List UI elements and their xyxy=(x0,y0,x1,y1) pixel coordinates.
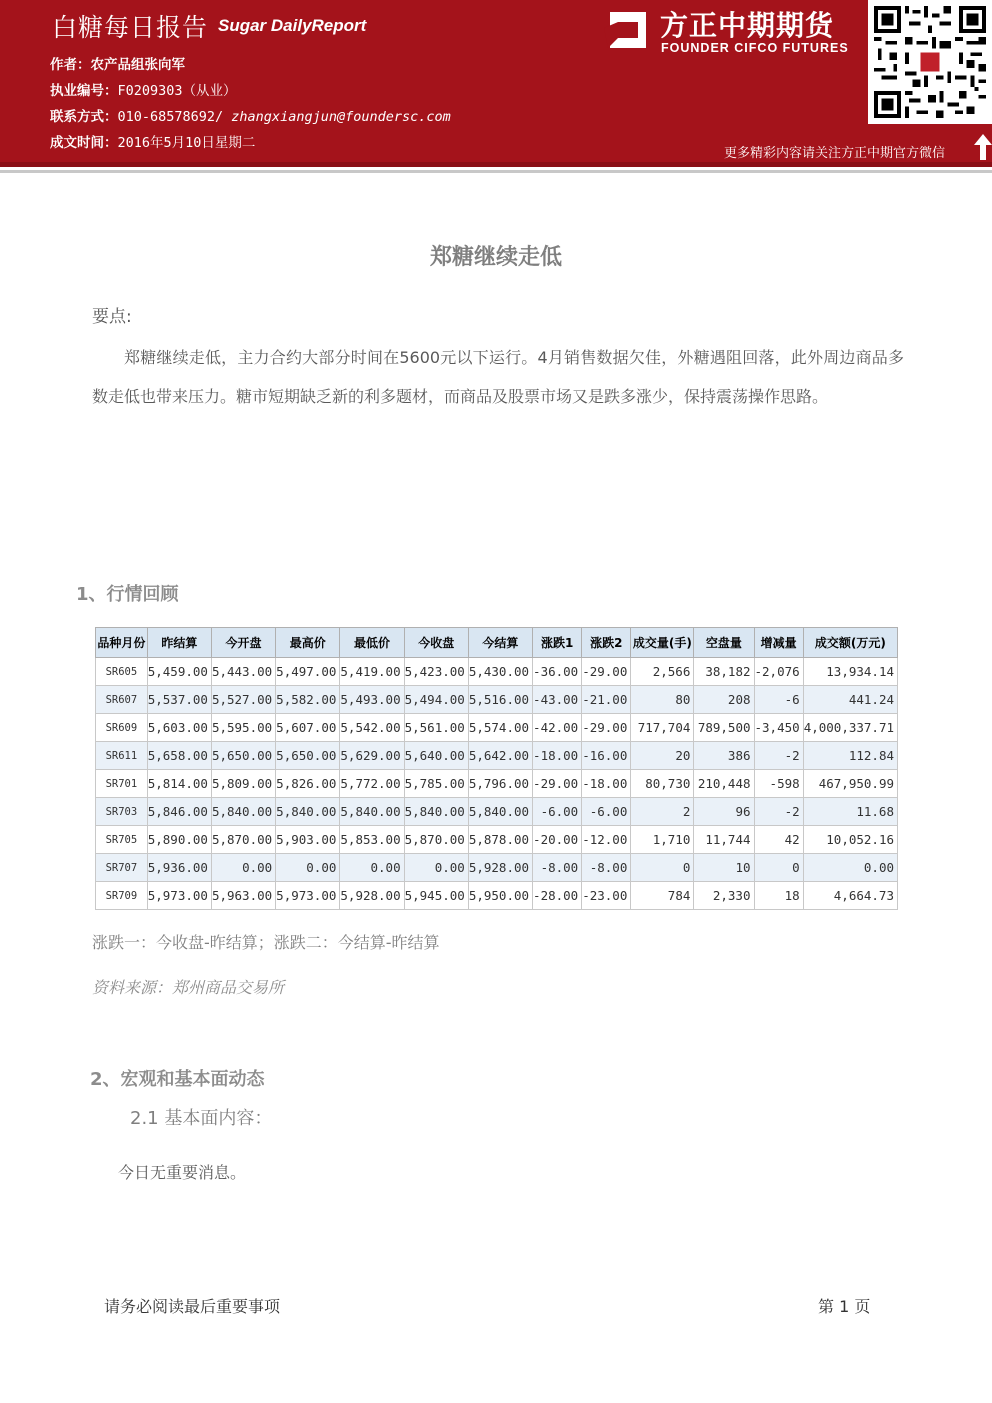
table-cell: 0.00 xyxy=(211,854,275,882)
contact-line xyxy=(50,105,451,125)
table-cell: 5,493.00 xyxy=(340,686,404,714)
table-cell: 5,903.00 xyxy=(276,826,340,854)
report-title-cn: 白糖每日报告 xyxy=(52,13,209,42)
table-cell: 5,840.00 xyxy=(211,798,275,826)
contract-code-cell: SR609 xyxy=(96,714,148,742)
table-header-cell: 品种月份 xyxy=(96,628,148,658)
subsection-fundamentals-title: 2.1 基本面内容： xyxy=(130,1108,273,1129)
table-cell: 5,561.00 xyxy=(404,714,468,742)
table-header-cell: 昨结算 xyxy=(147,628,211,658)
table-header-cell: 空盘量 xyxy=(694,628,754,658)
contract-code-cell: SR703 xyxy=(96,798,148,826)
table-row xyxy=(96,686,898,714)
table-row xyxy=(96,826,898,854)
table-cell: 0.00 xyxy=(803,854,897,882)
table-cell: 5,497.00 xyxy=(276,658,340,686)
table-cell: 96 xyxy=(694,798,754,826)
table-cell: 467,950.99 xyxy=(803,770,897,798)
table-cell: 5,527.00 xyxy=(211,686,275,714)
table-header-cell: 涨跌1 xyxy=(533,628,582,658)
table-cell: 4,664.73 xyxy=(803,882,897,910)
brand-name-en: FOUNDER CIFCO FUTURES xyxy=(661,41,849,55)
table-cell: 5,419.00 xyxy=(340,658,404,686)
table-cell: -2 xyxy=(754,798,803,826)
table-cell: 0.00 xyxy=(276,854,340,882)
table-cell: 789,500 xyxy=(694,714,754,742)
table-cell: 0.00 xyxy=(340,854,404,882)
table-cell: 5,772.00 xyxy=(340,770,404,798)
table-cell: 5,430.00 xyxy=(468,658,532,686)
table-header-cell: 涨跌2 xyxy=(582,628,631,658)
page-number: 第 1 页 xyxy=(818,1297,871,1316)
table-cell: 5,870.00 xyxy=(404,826,468,854)
table-cell: 5,814.00 xyxy=(147,770,211,798)
table-cell: -6.00 xyxy=(533,798,582,826)
table-header-cell: 成交量(手) xyxy=(631,628,694,658)
contact-email[interactable]: zhangxiangjun@foundersc.com xyxy=(231,109,451,125)
table-cell: 5,840.00 xyxy=(404,798,468,826)
date-label: 成文时间： xyxy=(50,135,118,151)
table-row xyxy=(96,854,898,882)
table-cell: -3,450 xyxy=(754,714,803,742)
table-cell: -18.00 xyxy=(533,742,582,770)
license-line xyxy=(50,79,237,99)
contract-code-cell: SR701 xyxy=(96,770,148,798)
table-cell: 441.24 xyxy=(803,686,897,714)
table-cell: -29.00 xyxy=(582,714,631,742)
fundamentals-content: 今日无重要消息。 xyxy=(118,1163,247,1182)
table-cell: 5,785.00 xyxy=(404,770,468,798)
table-cell: 112.84 xyxy=(803,742,897,770)
table-cell: 208 xyxy=(694,686,754,714)
table-cell: -18.00 xyxy=(582,770,631,798)
table-cell: 5,642.00 xyxy=(468,742,532,770)
table-row xyxy=(96,798,898,826)
table-cell: 80,730 xyxy=(631,770,694,798)
table-cell: 5,963.00 xyxy=(211,882,275,910)
table-cell: 0 xyxy=(631,854,694,882)
table-cell: 5,595.00 xyxy=(211,714,275,742)
data-source: 资料来源：郑州商品交易所 xyxy=(92,978,285,997)
table-cell: 18 xyxy=(754,882,803,910)
table-row xyxy=(96,658,898,686)
table-cell: 5,629.00 xyxy=(340,742,404,770)
table-cell: 5,516.00 xyxy=(468,686,532,714)
header-divider xyxy=(0,162,992,167)
table-cell: 2,566 xyxy=(631,658,694,686)
date-line xyxy=(50,131,255,151)
table-cell: 5,603.00 xyxy=(147,714,211,742)
table-cell: 5,950.00 xyxy=(468,882,532,910)
table-cell: 5,840.00 xyxy=(276,798,340,826)
wechat-qr-code xyxy=(868,0,992,124)
author-label: 作者： xyxy=(50,57,91,73)
change-definition-note: 涨跌一：今收盘-昨结算；涨跌二：今结算-昨结算 xyxy=(92,933,440,952)
table-cell: -29.00 xyxy=(582,658,631,686)
table-cell: 5,607.00 xyxy=(276,714,340,742)
table-cell: 5,928.00 xyxy=(468,854,532,882)
table-cell: -20.00 xyxy=(533,826,582,854)
table-cell: 42 xyxy=(754,826,803,854)
table-cell: 0 xyxy=(754,854,803,882)
section-macro-title: 2、宏观和基本面动态 xyxy=(90,1069,265,1090)
section-market-review-title: 1、行情回顾 xyxy=(76,584,179,605)
table-cell: 5,443.00 xyxy=(211,658,275,686)
table-header-cell: 最高价 xyxy=(276,628,340,658)
table-cell: -42.00 xyxy=(533,714,582,742)
table-cell: -598 xyxy=(754,770,803,798)
table-row xyxy=(96,742,898,770)
table-cell: -6 xyxy=(754,686,803,714)
table-cell: -21.00 xyxy=(582,686,631,714)
table-cell: 5,574.00 xyxy=(468,714,532,742)
key-points-text: 郑糖继续走低，主力合约大部分时间在5600元以下运行。4月销售数据欠佳，外糖遇阻回落，此外周边商品多数走低也带来压力。糖市短期缺乏新的利多题材，而商品及股票市场又是跌多涨少，保持震荡操作思路。 xyxy=(92,348,904,406)
license-label: 执业编号： xyxy=(50,83,118,99)
key-points-label: 要点: xyxy=(92,307,132,327)
table-cell: -28.00 xyxy=(533,882,582,910)
doc-title: 郑糖继续走低 xyxy=(429,245,562,270)
table-row xyxy=(96,714,898,742)
table-cell: 10,052.16 xyxy=(803,826,897,854)
table-cell: 5,878.00 xyxy=(468,826,532,854)
table-cell: 5,809.00 xyxy=(211,770,275,798)
table-cell: 717,704 xyxy=(631,714,694,742)
table-cell: 5,640.00 xyxy=(404,742,468,770)
table-cell: -6.00 xyxy=(582,798,631,826)
table-cell: -2 xyxy=(754,742,803,770)
footer-disclaimer-notice: 请务必阅读最后重要事项 xyxy=(104,1297,281,1316)
table-cell: 1,710 xyxy=(631,826,694,854)
table-cell: -43.00 xyxy=(533,686,582,714)
qr-code-icon xyxy=(874,6,986,118)
quote-table xyxy=(95,627,898,910)
table-cell: 5,542.00 xyxy=(340,714,404,742)
table-cell: 5,537.00 xyxy=(147,686,211,714)
table-cell: -29.00 xyxy=(533,770,582,798)
table-cell: 5,650.00 xyxy=(276,742,340,770)
table-cell: 784 xyxy=(631,882,694,910)
table-cell: 5,494.00 xyxy=(404,686,468,714)
table-cell: 5,423.00 xyxy=(404,658,468,686)
table-cell: -8.00 xyxy=(582,854,631,882)
wechat-follow-note: 更多精彩内容请关注方正中期官方微信 xyxy=(724,146,946,161)
brand-name-cn: 方正中期期货 xyxy=(660,9,835,42)
table-header-cell: 今收盘 xyxy=(404,628,468,658)
table-cell: 10 xyxy=(694,854,754,882)
table-cell: 5,853.00 xyxy=(340,826,404,854)
license-value: F0209303（从业） xyxy=(117,83,237,99)
table-header-cell: 今结算 xyxy=(468,628,532,658)
table-cell: -2,076 xyxy=(754,658,803,686)
table-cell: -23.00 xyxy=(582,882,631,910)
table-cell: 5,658.00 xyxy=(147,742,211,770)
contract-code-cell: SR607 xyxy=(96,686,148,714)
table-cell: 5,650.00 xyxy=(211,742,275,770)
table-row xyxy=(96,770,898,798)
table-cell: 38,182 xyxy=(694,658,754,686)
contract-code-cell: SR709 xyxy=(96,882,148,910)
header-divider-gray xyxy=(0,170,992,173)
table-cell: -36.00 xyxy=(533,658,582,686)
report-title-en: Sugar DailyReport xyxy=(218,16,367,35)
table-cell: 2,330 xyxy=(694,882,754,910)
table-cell: 0.00 xyxy=(404,854,468,882)
table-body xyxy=(96,658,898,910)
table-cell: 5,840.00 xyxy=(340,798,404,826)
table-header-cell: 增减量 xyxy=(754,628,803,658)
up-arrow-icon xyxy=(974,134,992,160)
table-cell: 5,928.00 xyxy=(340,882,404,910)
table-cell: 20 xyxy=(631,742,694,770)
contract-code-cell: SR611 xyxy=(96,742,148,770)
table-header-cell: 成交额(万元) xyxy=(803,628,897,658)
table-header-cell: 最低价 xyxy=(340,628,404,658)
contact-phone: 010-68578692/ xyxy=(117,109,232,125)
table-cell: 5,796.00 xyxy=(468,770,532,798)
table-cell: 4,000,337.71 xyxy=(803,714,897,742)
table-cell: 5,870.00 xyxy=(211,826,275,854)
table-cell: 210,448 xyxy=(694,770,754,798)
table-cell: 5,890.00 xyxy=(147,826,211,854)
contact-label: 联系方式： xyxy=(50,109,118,125)
table-cell: 386 xyxy=(694,742,754,770)
table-header-cell: 今开盘 xyxy=(211,628,275,658)
table-cell: 5,826.00 xyxy=(276,770,340,798)
contract-code-cell: SR605 xyxy=(96,658,148,686)
author-value: 农产品组张向军 xyxy=(90,57,185,73)
table-cell: -12.00 xyxy=(582,826,631,854)
table-cell: -16.00 xyxy=(582,742,631,770)
table-cell: 5,840.00 xyxy=(468,798,532,826)
founder-logo-icon xyxy=(604,8,648,52)
table-cell: 11.68 xyxy=(803,798,897,826)
date-value: 2016年5月10日星期二 xyxy=(117,135,256,151)
table-row xyxy=(96,882,898,910)
table-cell: 5,459.00 xyxy=(147,658,211,686)
table-cell: 5,936.00 xyxy=(147,854,211,882)
table-cell: 5,973.00 xyxy=(276,882,340,910)
table-cell: -8.00 xyxy=(533,854,582,882)
table-cell: 5,582.00 xyxy=(276,686,340,714)
table-cell: 2 xyxy=(631,798,694,826)
contract-code-cell: SR707 xyxy=(96,854,148,882)
table-cell: 5,973.00 xyxy=(147,882,211,910)
table-header-row xyxy=(96,628,898,658)
table-cell: 80 xyxy=(631,686,694,714)
table-cell: 5,945.00 xyxy=(404,882,468,910)
table-cell: 11,744 xyxy=(694,826,754,854)
contract-code-cell: SR705 xyxy=(96,826,148,854)
author-line xyxy=(50,53,185,73)
table-cell: 5,846.00 xyxy=(147,798,211,826)
table-cell: 13,934.14 xyxy=(803,658,897,686)
